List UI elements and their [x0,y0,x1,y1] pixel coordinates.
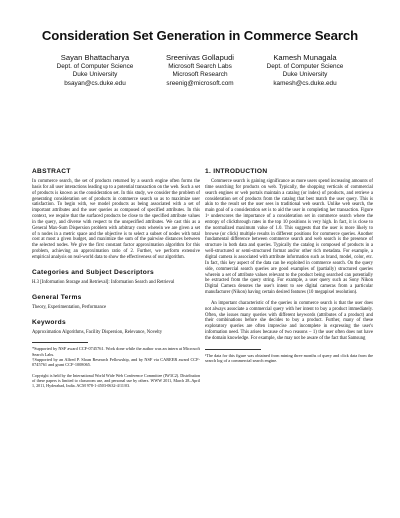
intro-footnote: ¹The data for this figure was obtained from mining three months of query and click data from the search log of a commercial search engine. [205,352,373,364]
intro-footnote-rule [205,349,261,350]
author-email: sreenig@microsoft.com [166,79,234,87]
keywords-heading: Keywords [32,318,66,326]
author-name: Sreenivas Gollapudi [166,53,234,62]
abstract-heading: ABSTRACT [32,168,71,175]
abstract-text: In commerce search, the set of products returned by a search engine often forms the basis for all user interactions leading up to a potential transaction on the web. Such a set of products is known as the consideration set. In this study, we consider the problem of generating consideration set of products in commerce search so as to maximize user satisfaction. To begin with, we model products as being associated with a set of important attributes and the user queries as composed of specified attributes. In this context, we require that the surfaced products be close to the specified attribute values in the query, and diverse with respect to the unspecified attributes. We cast this as a General Max-Sum Dispersion problem with arbitrary costs wherein we are given a set of n nodes in a metric space and the objective is to select a subset of nodes with total cost at most a given budget, and maximize the sum of the pairwise distances between the selected nodes. We give the first constant factor approximation algorithm for this problem, achieving an approximation ratio of 2. Further, we perform extensive empirical analysis on real-world data to show the effectiveness of our algorithm. [32,179,200,260]
author-name: Sayan Bhattacharya [60,53,130,62]
author-affiliation: Dept. of Computer Science [266,62,344,70]
categories-text: H.3 [Information Storage and Retrieval]: Information Search and Retrieval [32,279,175,285]
intro-paragraph-2: An important characteristic of the queries in commerce search is that the user does not always associate a commercial query with her intent to buy a product immediately. Often, she issues many queries with different keywords (attributes of a product) and their combinations before she decides to buy a product. Further, many of these exploratory queries are often imprecise and incomplete in expressing the user's information need. This arises because of two reasons – 1) the user often does not have the domain knowledge. For example, she may not be aware of the fact that Samsung [205,300,373,341]
right-column [205,168,373,363]
author-email: bsayan@cs.duke.edu [64,79,126,87]
footnote-2: †Supported by an Alfred P. Sloan Research Fellowship, and by NSF via CAREER award CCF-0745761 and grant CCF-1008065. [32,356,200,368]
footnote-rule [32,342,88,343]
paper-title: Consideration Set Generation in Commerce Search [41,28,359,43]
intro-paragraph-1: Commerce search is gaining significance as more users spend increasing amounts of time searching for products on web. Typically, the shopping verticals of commercial search engines or web portals maintain a catalog (or index) of products, and retrieve a consideration set of products from the catalog that best match the user query. This is akin to the result set the user sees in traditional web search. Unlike web search, the main goal of a consideration set is to aid the user in completing her transaction. Figure 1¹ underscores the importance of a consideration set in commerce search where the entropy of clickthrough rates in the top 10 positions is very high. In fact, it is close to the normalized maximum value of 1.0. This suggests that the user is more likely to browse (or click) multiple results in different positions for commerce queries. Another fundamental difference between commerce search and web search is the presence of structure in both data and queries. Typically the catalog is composed of products in a well-structured or semi-structured format and/or other rich metadata. For example, a digital camera is associated with attribute information such as brand, model, color, etc. In fact, this key aspect of the data can be exploited in commerce search. On the query side, commercial search queries are good examples of (partially) structured queries wherein a set of attribute values relevant to the product being searched can potentially be extracted from the query string. For example, a user query such as Sony Nikon Digital Camera denotes the user's intent to see digital cameras from a particular manufacturer (Nikon) having certain desired features (10 megapixel resolution). [205,179,373,296]
author-3 [240,54,370,88]
author-affiliation: Microsoft Search Labs [168,62,232,70]
author-institution: Duke University [72,71,118,79]
categories-heading: Categories and Subject Descriptors [32,268,154,276]
author-institution: Duke University [282,71,328,79]
copyright-notice: Copyright is held by the International World Wide Web Conference Committee (IW3C2). Distribution of these papers is limited to classroom use, and personal use by others. WWW 2011, March 28–April 1, 2011, Hyderabad, India. ACM 978-1-4503-0632-4/11/03. [32,372,200,388]
author-email: kamesh@cs.duke.edu [273,79,337,87]
introduction-heading: 1. INTRODUCTION [205,168,268,175]
general-terms-text: Theory, Experimentation, Performance [32,304,107,310]
keywords-text: Approximation Algorithms, Facility Dispersion, Relevance, Novelty [32,329,163,335]
footnote-1: *Supported by NSF award CCF-0745761. Work done while the author was an intern at Microsoft Search Labs. [32,346,200,357]
left-column [32,168,200,388]
author-affiliation: Dept. of Computer Science [56,62,134,70]
author-name: Kamesh Munagala [273,53,337,62]
author-institution: Microsoft Research [172,71,228,79]
general-terms-heading: General Terms [32,293,82,301]
